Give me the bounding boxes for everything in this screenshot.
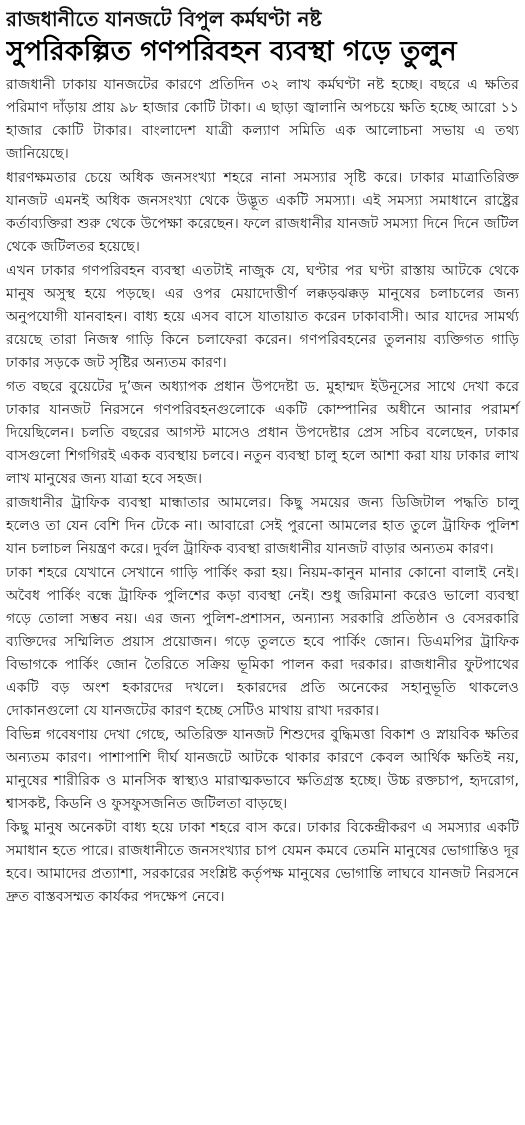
article-paragraph: গত বছরে বুয়েটের দু’জন অধ্যাপক প্রধান উপদেষ্টা ড. মুহাম্মদ ইউনূসের সাথে দেখা করে ঢাকার যানজট নিরসনে গণপরিবহনগুলোকে একটি কোম্পানির অধীনে আনার পরামর্শ দিয়েছিলেন। চলতি বছরের আগস্ট মাসেও প্রধান উপদেষ্টার প্রেস সচিব বলেছেন, ঢাকার বাসগুলো শিগগিরই একক ব্যবস্থায় চলবে। নতুন ব্যবস্থা চালু হলে আশা করা যায় ঢাকার লাখ লাখ মানুষের জন্য যাত্রা হবে সহজ। (6, 379, 519, 487)
article-paragraph: কিছু মানুষ অনেকটা বাধ্য হয়ে ঢাকা শহরে বাস করে। ঢাকার বিকেন্দ্রীকরণ এ সমস্যার একটি সমাধান হতে পারে। রাজধানীতে জনসংখ্যার চাপ যেমন কমবে তেমনি মানুষের ভোগান্তিও দূর হবে। আমাদের প্রত্যাশা, সরকারের সংশ্লিষ্ট কর্তৃপক্ষ মানুষের ভোগান্তি লাঘবে যানজট নিরসনে দ্রুত বাস্তবসম্মত কার্যকর পদক্ষেপ নেবে। (6, 820, 519, 905)
article-paragraph: রাজধানীর ট্রাফিক ব্যবস্থা মান্ধাতার আমলের। কিছু সময়ের জন্য ডিজিটাল পদ্ধতি চালু হলেও তা যেন বেশি দিন টেকে না। আবারো সেই পুরনো আমলের হাত তুলে ট্রাফিক পুলিশ যান চলাচল নিয়ন্ত্রণ করে। দুর্বল ট্রাফিক ব্যবস্থা রাজধানীর যানজট বাড়ার অন্যতম কারণ। (6, 495, 519, 557)
article-paragraph: রাজধানী ঢাকায় যানজটের কারণে প্রতিদিন ৩২ লাখ কর্মঘণ্টা নষ্ট হচ্ছে। বছরে এ ক্ষতির পরিমাণ দাঁড়ায় প্রায় ৯৮ হাজার কোটি টাকা। এ ছাড়া জ্বালানি অপচয়ে ক্ষতি হচ্ছে আরো ১১ হাজার কোটি টাকার। বাংলাদেশ যাত্রী কল্যাণ সমিতি এক আলোচনা সভায় এ তথ্য জানিয়েছে। (6, 77, 519, 162)
article-paragraph: ধারণক্ষমতার চেয়ে অধিক জনসংখ্যা শহরে নানা সমস্যার সৃষ্টি করে। ঢাকার মাত্রাতিরিক্ত যানজট এমনই অধিক জনসংখ্যা থেকে উদ্ভূত একটি সমস্যা। এই সমস্যা সমাধানে রাষ্ট্রের কর্তাব্যক্তিরা শুরু থেকে উপেক্ষা করেছেন। ফলে রাজধানীর যানজট সমস্যা দিনে দিনে জটিল থেকে জটিলতর হয়েছে। (6, 170, 519, 255)
article-paragraph: ঢাকা শহরে যেখানে সেখানে গাড়ি পার্কিং করা হয়। নিয়ম-কানুন মানার কোনো বালাই নেই। অবৈধ পার্কিং বন্ধে ট্রাফিক পুলিশের কড়া ব্যবস্থা নেই। শুধু জরিমানা করেও ভালো ব্যবস্থা গড়ে তোলা সম্ভব নয়। এর জন্য পুলিশ-প্রশাসন, অন্যান্য সরকারি প্রতিষ্ঠান ও বেসরকারি ব্যক্তিদের সম্মিলিত প্রয়াস প্রয়োজন। গড়ে তুলতে হবে পার্কিং জোন। ডিএমপির ট্রাফিক বিভাগকে পার্কিং জোন তৈরিতে সক্রিয় ভূমিকা পালন করা দরকার। রাজধানীর ফুটপাথের একটি বড় অংশ হকারদের দখলে। হকারদের প্রতি অনেকের সহানুভূতি থাকলেও দোকানগুলো যে যানজটের কারণ হচ্ছে সেটিও মাথায় রাখা দরকার। (6, 565, 519, 719)
article-paragraph: এখন ঢাকার গণপরিবহন ব্যবস্থা এতটাই নাজুক যে, ঘণ্টার পর ঘণ্টা রাস্তায় আটকে থেকে মানুষ অসুস্থ হয়ে পড়ছে। এর ওপর মেয়াদোত্তীর্ণ লক্কড়ঝক্কড় মানুষের চলাচলের জন্য অনুপযোগী যানবাহন। বাধ্য হয়ে এসব বাসে যাতায়াত করেন ঢাকাবাসী। আর যাদের সামর্থ্য রয়েছে তারা নিজস্ব গাড়ি কিনে চলাফেরা করেন। গণপরিবহনের তুলনায় ব্যক্তিগত গাড়ি ঢাকার সড়কে জট সৃষ্টির অন্যতম কারণ। (6, 263, 519, 371)
article-paragraph: বিভিন্ন গবেষণায় দেখা গেছে, অতিরিক্ত যানজট শিশুদের বুদ্ধিমত্তা বিকাশ ও স্নায়বিক ক্ষতির অন্যতম কারণ। পাশাপাশি দীর্ঘ যানজটে আটকে থাকার কারণে কেবল আর্থিক ক্ষতিই নয়, মানুষের শারীরিক ও মানসিক স্বাস্থ্যও মারাত্মকভাবে ক্ষতিগ্রস্ত হচ্ছে। উচ্চ রক্তচাপ, হৃদরোগ, শ্বাসকষ্ট, কিডনি ও ফুসফুসজনিত জটিলতা বাড়ছে। (6, 727, 519, 812)
article-kicker: রাজধানীতে যানজটে বিপুল কর্মঘণ্টা নষ্ট (6, 7, 322, 31)
article-headline: সুপরিকল্পিত গণপরিবহন ব্যবস্থা গড়ে তুলুন (6, 36, 457, 67)
